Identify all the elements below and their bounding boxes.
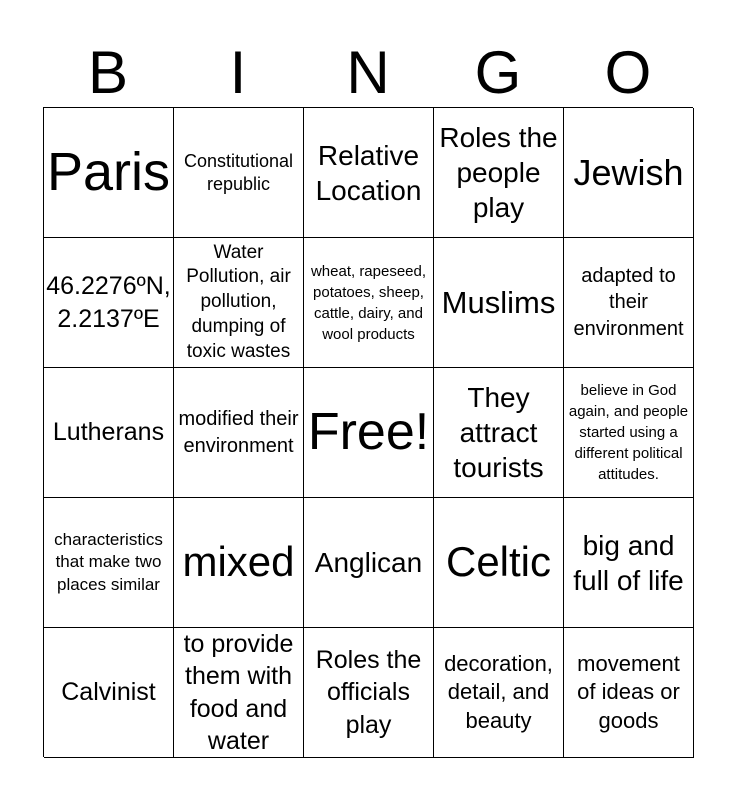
header-letter-i: I bbox=[229, 39, 247, 106]
cell-text: wheat, rapeseed, potatoes, sheep, cattle, dairy, and wool products bbox=[310, 262, 427, 343]
bingo-cell bbox=[44, 238, 174, 368]
cell-text: Constitutional republic bbox=[183, 151, 294, 194]
bingo-cell bbox=[434, 498, 564, 628]
bingo-cell bbox=[44, 628, 174, 758]
cell-text: Roles the people play bbox=[439, 122, 558, 223]
cell-text: Lutherans bbox=[52, 418, 165, 447]
bingo-cell bbox=[304, 108, 434, 238]
cell-text: modified their environment bbox=[178, 408, 299, 457]
cell-text: 46.2276ºN, 2.2137ºE bbox=[46, 272, 171, 333]
bingo-cell bbox=[44, 108, 174, 238]
bingo-cell bbox=[304, 238, 434, 368]
cell-text: Free! bbox=[307, 402, 430, 461]
bingo-cell bbox=[434, 108, 564, 238]
bingo-cell bbox=[564, 108, 694, 238]
header-letter-g: G bbox=[474, 39, 522, 106]
bingo-cell bbox=[434, 628, 564, 758]
bingo-cell bbox=[174, 628, 304, 758]
cell-text: believe in God again, and people started using a different political attitudes. bbox=[568, 382, 689, 483]
header-letter-b: B bbox=[87, 39, 129, 106]
bingo-cell bbox=[174, 238, 304, 368]
cell-text: Calvinist bbox=[61, 678, 156, 707]
header-letter-n: N bbox=[346, 39, 390, 106]
bingo-cell bbox=[174, 368, 304, 498]
cell-text: Water Pollution, air pollution, dumping of toxic wastes bbox=[186, 241, 291, 362]
bingo-cell bbox=[174, 108, 304, 238]
bingo-cell bbox=[304, 628, 434, 758]
cell-text: movement of ideas or goods bbox=[577, 650, 680, 733]
cell-text: big and full of life bbox=[573, 529, 684, 596]
cell-text: Muslims bbox=[441, 284, 556, 320]
cell-text: to provide them with food and water bbox=[183, 629, 294, 755]
cell-text: mixed bbox=[182, 538, 295, 586]
bingo-cell bbox=[44, 368, 174, 498]
cell-text: Roles the officials play bbox=[315, 645, 422, 739]
cell-text: Celtic bbox=[445, 538, 552, 586]
cell-text: characteristics that make two places similar bbox=[54, 530, 163, 594]
bingo-cell bbox=[434, 368, 564, 498]
bingo-cell bbox=[304, 498, 434, 628]
bingo-cell bbox=[434, 238, 564, 368]
bingo-cell bbox=[564, 498, 694, 628]
free-space bbox=[304, 368, 434, 498]
bingo-cell bbox=[564, 628, 694, 758]
bingo-cell bbox=[44, 498, 174, 628]
bingo-cell bbox=[564, 368, 694, 498]
header-letter-o: O bbox=[604, 39, 652, 106]
bingo-cell bbox=[564, 238, 694, 368]
cell-text: Jewish bbox=[573, 151, 684, 193]
cell-text: Anglican bbox=[314, 547, 423, 578]
cell-text: Paris bbox=[46, 141, 171, 202]
cell-text: adapted to their environment bbox=[573, 264, 684, 340]
cell-text: They attract tourists bbox=[453, 382, 544, 483]
bingo-header bbox=[43, 38, 693, 108]
bingo-cell bbox=[174, 498, 304, 628]
cell-text: Relative Location bbox=[315, 139, 422, 206]
cell-text: decoration, detail, and beauty bbox=[444, 650, 553, 733]
bingo-grid bbox=[43, 107, 693, 757]
